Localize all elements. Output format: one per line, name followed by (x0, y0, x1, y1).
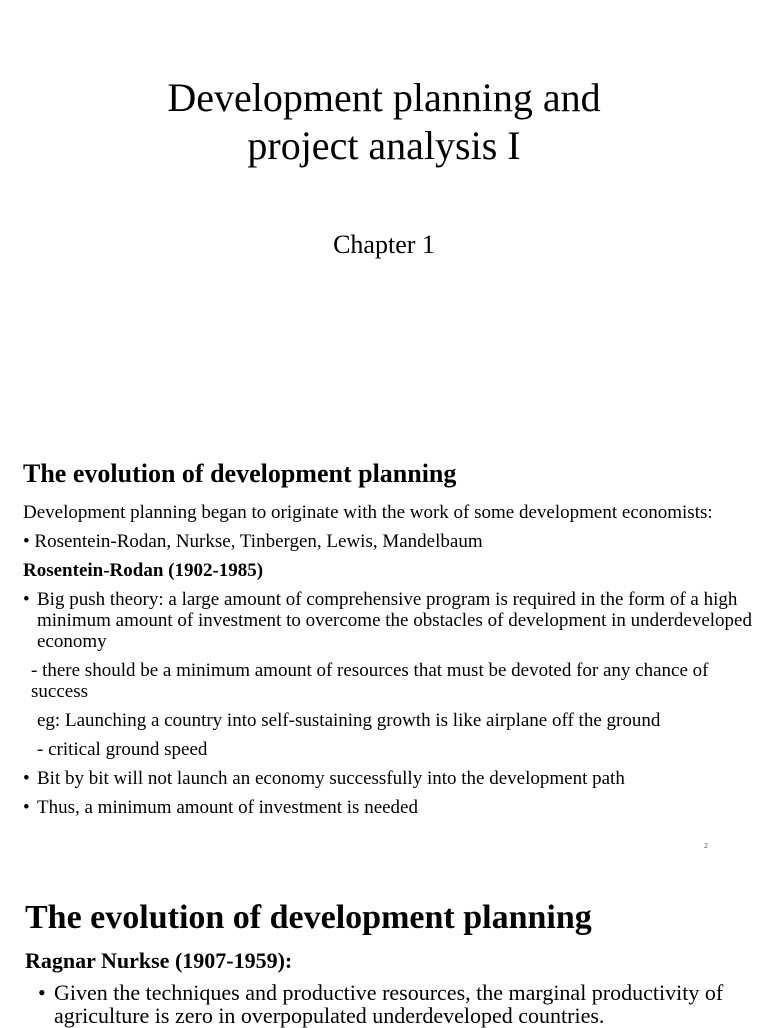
bullet-marginal-productivity: • Given the techniques and productive resources, the marginal productivity of agriculture is zero in overpopulated underdeveloped countries. (38, 981, 748, 1027)
presentation-title (0, 74, 768, 170)
intro-paragraph: Development planning began to originate with the work of some development economists: (23, 502, 713, 523)
slide-evolution-1 (0, 432, 768, 864)
title-line-1: Development planning and (167, 75, 601, 120)
page-number: 2 (704, 843, 708, 850)
slide-evolution-2 (0, 864, 768, 1028)
bullet-bit-by-bit: • Bit by bit will not launch an economy successfully into the development path (23, 768, 753, 789)
slide-heading: The evolution of development planning (23, 459, 457, 488)
example-airplane: eg: Launching a country into self-sustaining growth is like airplane off the ground (37, 710, 661, 731)
slide-body (23, 502, 753, 826)
dash-minimum-resources: - there should be a minimum amount of resources that must be devoted for any chance of success (31, 660, 709, 702)
slide-title (0, 0, 768, 432)
bullet-big-push: • Big push theory: a large amount of comprehensive program is required in the form of a high minimum amount of investment to overcome the obstacles of development in underdeveloped economy (23, 589, 753, 652)
chapter-subtitle: Chapter 1 (333, 230, 435, 259)
slide-body (38, 981, 748, 1027)
dash-critical-speed: - critical ground speed (37, 739, 208, 760)
title-line-2: project analysis I (247, 123, 521, 168)
slide-heading: The evolution of development planning (25, 899, 592, 936)
section-heading: Rosentein-Rodan (1902-1985) (23, 560, 264, 581)
bullet-minimum-investment: • Thus, a minimum amount of investment is needed (23, 797, 753, 818)
economists-list: • Rosentein-Rodan, Nurkse, Tinbergen, Lewis, Mandelbaum (23, 531, 483, 552)
section-heading: Ragnar Nurkse (1907-1959): (25, 948, 293, 973)
